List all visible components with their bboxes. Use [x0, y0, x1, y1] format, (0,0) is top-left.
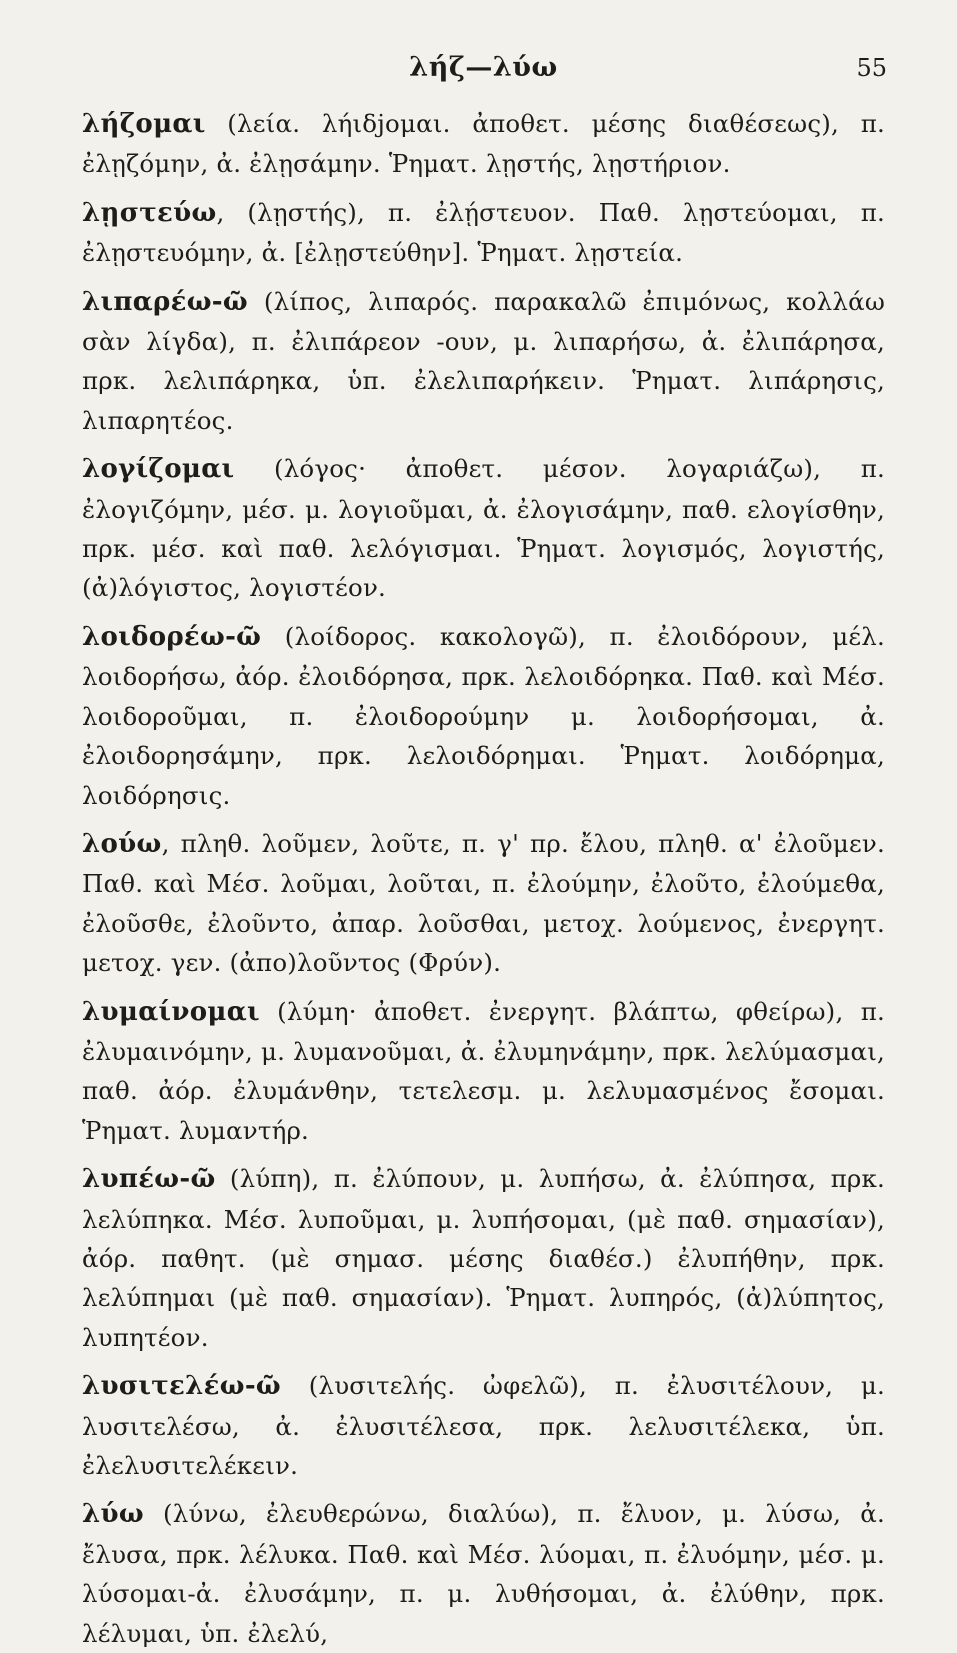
entry-text: (λύνω, ἐλευθερώνω, διαλύω), π. ἔλυον, μ. λύσω, ἀ. ἔλυσα, πρκ. λέλυκα. Παθ. καὶ Μέσ. λύομαι, π. ἐλυόμην, μέσ. μ. λύσομαι-ἀ. ἐλυσάμην, π. μ. λυθήσομαι, ἀ. ἐλύθην, πρκ. λέλυμαι, ὑπ. ἐλελύ,: [82, 1499, 885, 1648]
entry-text: (λύπη), π. ἐλύπουν, μ. λυπήσω, ἀ. ἐλύπησα, πρκ. λελύπηκα. Μέσ. λυποῦμαι, μ. λυπήσομαι, (μὲ παθ. σημασίαν), ἀόρ. παθητ. (μὲ σημασ. μέσης διαθέσ.) ἐλυπήθην, πρκ. λελύπημαι (μὲ παθ. σημασίαν). Ῥηματ. λυπηρός, (ἀ)λύπητος, λυπητέον.: [82, 1164, 885, 1352]
entry-text: , (λῃστής), π. ἐλῄστευον. Παθ. λῃστεύομαι, π. ἐλῃστευόμην, ἀ. [ἐλῃστεύθην]. Ῥηματ. λῃστεία.: [82, 197, 885, 268]
entry-text: (λεία. λήιδjομαι. ἀποθετ. μέσης διαθέσεως), π. ἐλῃζόμην, ἀ. ἐλῃσάμην. Ῥηματ. λῃστής, λῃστήριον.: [82, 109, 885, 179]
dictionary-entry: [82, 449, 885, 608]
dictionary-entry: [82, 282, 885, 441]
entry-text: (λύμη· ἀποθετ. ἐνεργητ. βλάπτω, φθείρω), π. ἐλυμαινόμην, μ. λυμανοῦμαι, ἀ. ἐλυμηνάμην, πρκ. λελύμασμαι, παθ. ἀόρ. ἐλυμάνθην, τετελεσμ. μ. λελυμασμένος ἔσομαι. Ῥηματ. λυμαντήρ.: [82, 996, 885, 1145]
entry-list: [82, 104, 885, 1653]
entry-headword: λυμαίνομαι: [82, 996, 260, 1027]
entry-headword: λούω: [82, 828, 162, 859]
dictionary-entry: [82, 193, 885, 273]
entry-headword: λύω: [82, 1499, 144, 1530]
entry-headword: λυπέω-ῶ: [82, 1164, 216, 1195]
dictionary-entry: [82, 1159, 885, 1357]
entry-headword: λῃστεύω: [82, 197, 217, 228]
entry-text: (λίπος, λιπαρός. παρακαλῶ ἐπιμόνως, κολλάω σὰν λίγδα), π. ἐλιπάρεον -ουν, μ. λιπαρήσω, ἀ. ἐλιπάρησα, πρκ. λελιπάρηκα, ὑπ. ἐλελιπαρήκειν. Ῥηματ. λιπάρησις, λιπαρητέος.: [82, 286, 885, 435]
entry-headword: λιπαρέω-ῶ: [82, 286, 248, 317]
entry-text: (λόγος· ἀποθετ. μέσον. λογαριάζω), π. ἐλογιζόμην, μέσ. μ. λογιοῦμαι, ἀ. ἐλογισάμην, παθ. ελογίσθην, πρκ. μέσ. καὶ παθ. λελόγισμαι. Ῥηματ. λογισμός, λογιστής, (ἀ)λόγιστος, λογιστέον.: [82, 454, 885, 603]
dictionary-entry: [82, 992, 885, 1151]
dictionary-entry: [82, 1494, 885, 1653]
dictionary-entry: [82, 1366, 885, 1485]
running-head: λήζ—λύω: [409, 52, 558, 83]
entry-headword: λήζομαι: [82, 109, 206, 139]
entry-headword: λοιδορέω-ῶ: [82, 621, 262, 652]
entry-text: (λυσιτελής. ὠφελῶ), π. ἐλυσιτέλουν, μ. λυσιτελέσω, ἀ. ἐλυσιτέλεσα, πρκ. λελυσιτέλεκα, ὑπ. ἐλελυσιτελέκειν.: [82, 1371, 885, 1480]
entry-headword: λογίζομαι: [82, 454, 235, 485]
page-number: 55: [856, 54, 887, 82]
dictionary-entry: [82, 104, 885, 184]
entry-text: (λοίδορος. κακολογῶ), π. ἐλοιδόρουν, μέλ. λοιδορήσω, ἀόρ. ἐλοιδόρησα, πρκ. λελοιδόρηκα. Παθ. καὶ Μέσ. λοιδοροῦμαι, π. ἐλοιδορούμην μ. λοιδορήσομαι, ἀ. ἐλοιδορησάμην, πρκ. λελοιδόρημαι. Ῥηματ. λοιδόρημα, λοιδόρησις.: [82, 621, 885, 810]
dictionary-entry: [82, 617, 885, 815]
dictionary-entry: [82, 824, 885, 983]
page-header: [82, 52, 885, 96]
entry-text: , πληθ. λοῦμεν, λοῦτε, π. γ' πρ. ἔλου, πληθ. α' ἐλοῦμεν. Παθ. καὶ Μέσ. λοῦμαι, λοῦται, π. ἐλούμην, ἐλοῦτο, ἐλούμεθα, ἐλοῦσθε, ἐλοῦντο, ἀπαρ. λοῦσθαι, μετοχ. λούμενος, ἐνεργητ. μετοχ. γεν. (ἀπο)λοῦντος (Φρύν).: [82, 828, 885, 978]
entry-headword: λυσιτελέω-ῶ: [82, 1371, 281, 1402]
